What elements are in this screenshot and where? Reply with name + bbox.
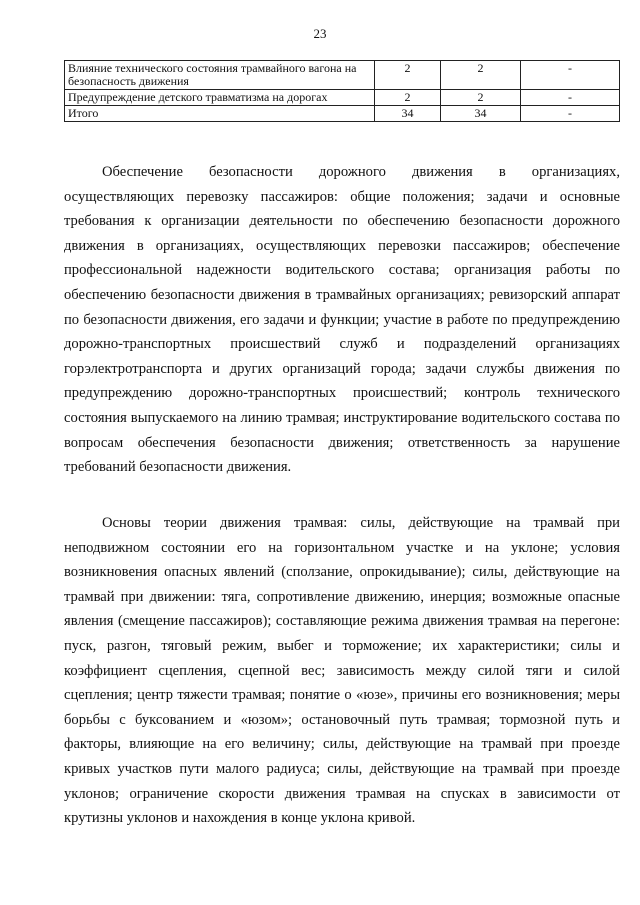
hours-practice-cell: -	[521, 61, 620, 90]
hours-theory-cell: 2	[441, 90, 521, 106]
total-label-cell: Итого	[65, 106, 375, 122]
topic-cell: Влияние технического состояния трамвайного вагона на безопасность движения	[65, 61, 375, 90]
table-row	[65, 90, 620, 106]
total-practice-cell: -	[521, 106, 620, 122]
topic-cell: Предупреждение детского травматизма на дорогах	[65, 90, 375, 106]
hours-total-cell: 2	[375, 61, 441, 90]
paragraph-road-safety: Обеспечение безопасности дорожного движения в организациях, осуществляющих перевозку пассажиров: общие положения; задачи и основные требования к организации деятельности по обеспечению безопасности дорожного движения в организациях, осуществляющих перевозки пассажиров; обеспечение профессиональной надежности водительского состава; организация работы по обеспечению безопасности движения в трамвайных организациях; ревизорский аппарат по безопасности движения, его задачи и функции; участие в работе по предупреждению дорожно-транспортных происшествий служб и подразделений организациях горэлектротранспорта и других организаций города; задачи службы движения по предупреждению дорожно-транспортных происшествий; контроль технического состояния выпускаемого на линию трамвая; инструктирование водительского состава по вопросам обеспечения безопасности движения; ответственность за нарушение требований безопасности движения.	[64, 164, 620, 476]
hours-total-cell: 2	[375, 90, 441, 106]
curriculum-table	[64, 60, 620, 122]
page-number: 23	[313, 26, 327, 41]
paragraph-tram-motion-theory: Основы теории движения трамвая: силы, действующие на трамвай при неподвижном состоянии его на горизонтальном участке и на уклоне; условия возникновения опасных явлений (сползание, опрокидывание); силы, действующие на трамвай при движении: тяга, сопротивление движению, инерция; возможные опасные явления (смещение пассажиров); составляющие режима движения трамвая на перегоне: пуск, разгон, тяговый режим, выбег и торможение; их характеристики; силы и коэффициент сцепления, сцепной вес; зависимость между силой тяги и силой сцепления; центр тяжести трамвая; понятие о «юзе», причины его возникновения; меры борьбы с буксованием и «юзом»; остановочный путь трамвая; тормозной путь и факторы, влияющие на его величину; силы, действующие на трамвай при проезде кривых участков пути малого радиуса; силы, действующие на трамвай при проезде уклонов; ограничение скорости движения трамвая на спусках в зависимости от крутизны уклонов и нахождения в конце уклона кривой.	[64, 515, 620, 827]
hours-practice-cell: -	[521, 90, 620, 106]
total-hours-cell: 34	[375, 106, 441, 122]
table-row-total	[65, 106, 620, 122]
total-theory-cell: 34	[441, 106, 521, 122]
table-row	[65, 61, 620, 90]
hours-theory-cell: 2	[441, 61, 521, 90]
